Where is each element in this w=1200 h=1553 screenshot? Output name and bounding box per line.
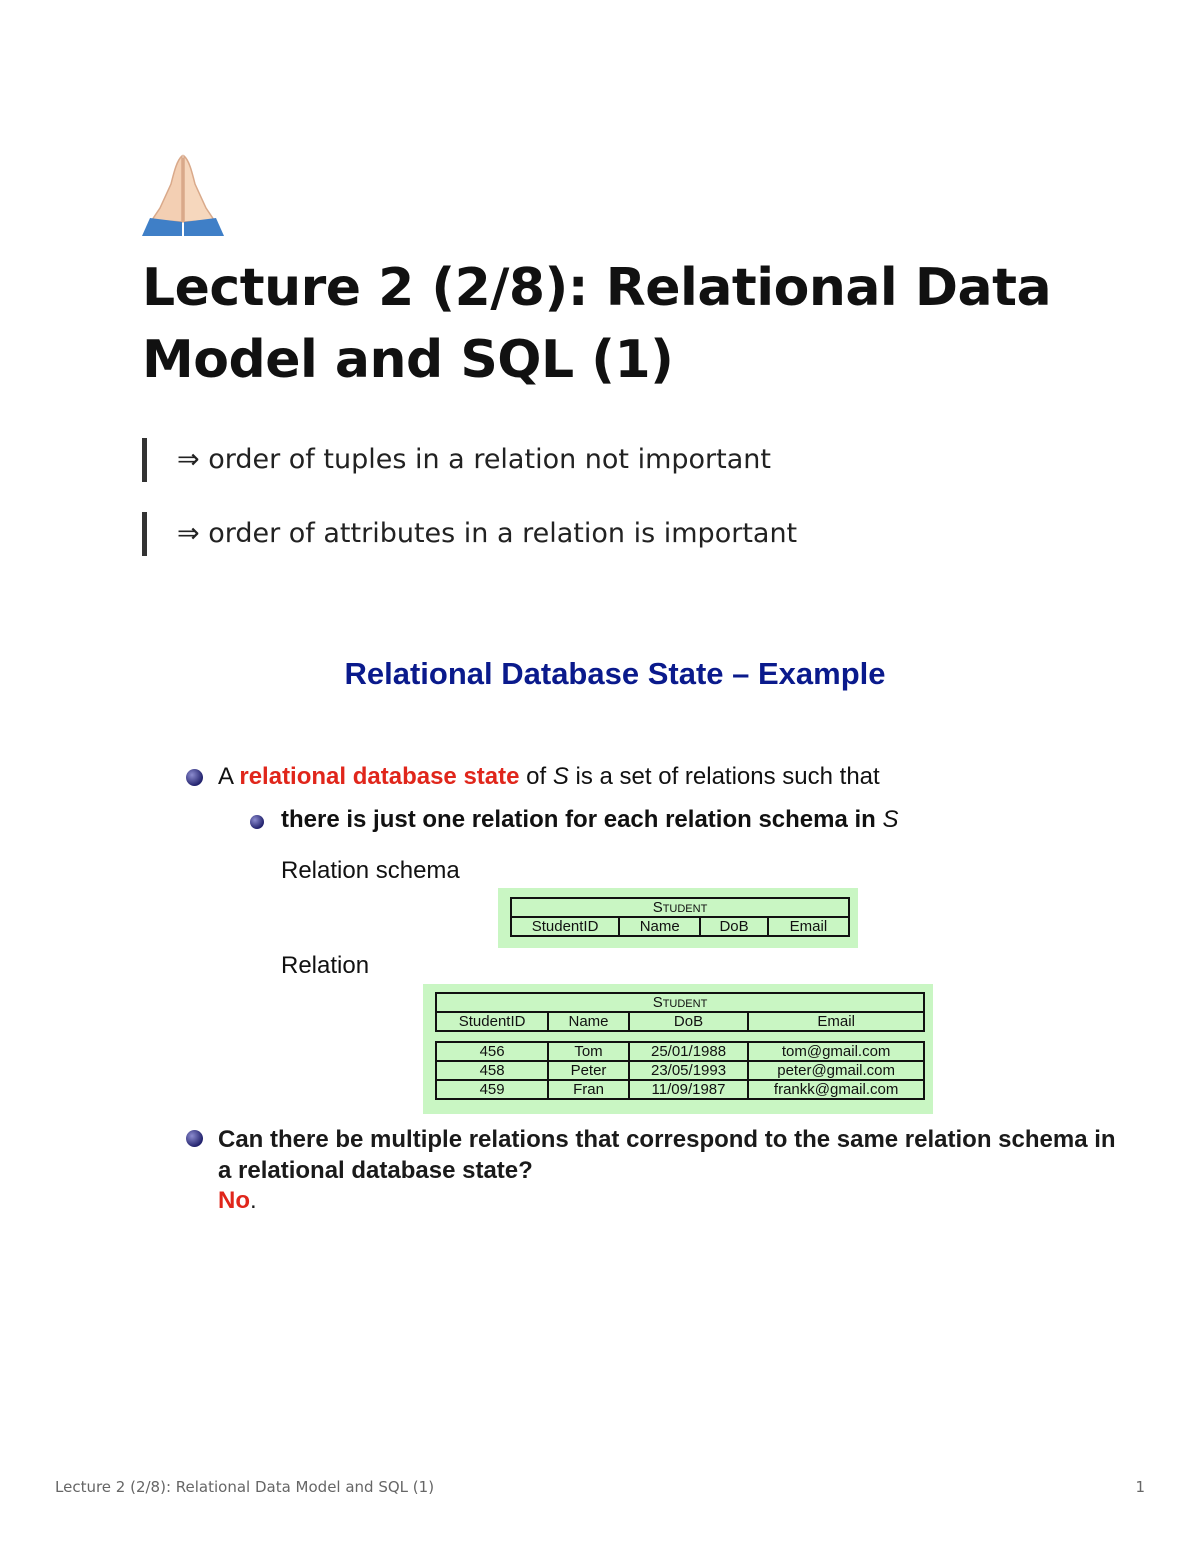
relation-table-name: Student [436,993,924,1012]
schema-table-name: Student [511,898,849,917]
callout-attribute-order: ⇒ order of attributes in a relation is important [142,512,797,556]
answer-word: No [218,1187,250,1214]
relation-col-dob: DoB [629,1012,749,1031]
page-title: Lecture 2 (2/8): Relational Data Model and SQL (1) [142,258,1052,390]
page-number: 1 [1135,1478,1145,1496]
question-text: Can there be multiple relations that correspond to the same relation schema in a relational database state? [218,1126,1116,1184]
table-cell: 25/01/1988 [629,1042,749,1061]
table-cell: tom@gmail.com [748,1042,924,1061]
answer-text [218,1187,257,1215]
highlight-term: relational database state [239,763,520,790]
table-cell: 458 [436,1061,548,1080]
relation-tuples-table [435,1041,925,1100]
relation-col-studentid: StudentID [436,1012,548,1031]
schema-label: Relation schema [281,857,460,884]
text-fragment: there is just one relation for each relation schema in [281,806,883,833]
schema-table [510,897,850,937]
relation-col-email: Email [748,1012,924,1031]
table-cell: 11/09/1987 [629,1080,749,1099]
table-row [436,1042,924,1061]
schema-col-studentid: StudentID [511,917,619,936]
slide-title: Relational Database State – Example [344,656,886,691]
answer-suffix: . [250,1187,257,1214]
table-cell: Fran [548,1080,629,1099]
table-row [436,1080,924,1099]
schema-col-email: Email [768,917,849,936]
table-cell: Tom [548,1042,629,1061]
table-cell: 456 [436,1042,548,1061]
bullet-icon [186,769,203,786]
text-fragment: A [218,763,240,790]
bullet-definition [218,763,880,791]
relation-header-table [435,992,925,1032]
variable-s: S [552,763,569,790]
text-fragment: of [519,763,553,790]
folded-hands-icon [138,150,228,240]
sub-bullet-icon [250,815,264,829]
schema-col-name: Name [619,917,700,936]
relation-label: Relation [281,952,370,979]
table-row [436,1061,924,1080]
callout-tuple-order: ⇒ order of tuples in a relation not important [142,438,771,482]
bullet-icon [186,1130,203,1147]
text-fragment: is a set of relations such that [568,763,880,790]
variable-s: S [882,806,899,833]
table-cell: Peter [548,1061,629,1080]
sub-bullet-condition [281,806,899,834]
table-cell: 23/05/1993 [629,1061,749,1080]
schema-col-dob: DoB [700,917,768,936]
table-cell: 459 [436,1080,548,1099]
footer-title: Lecture 2 (2/8): Relational Data Model and SQL (1) [55,1478,435,1496]
table-cell: peter@gmail.com [748,1061,924,1080]
table-cell: frankk@gmail.com [748,1080,924,1099]
relation-col-name: Name [548,1012,629,1031]
